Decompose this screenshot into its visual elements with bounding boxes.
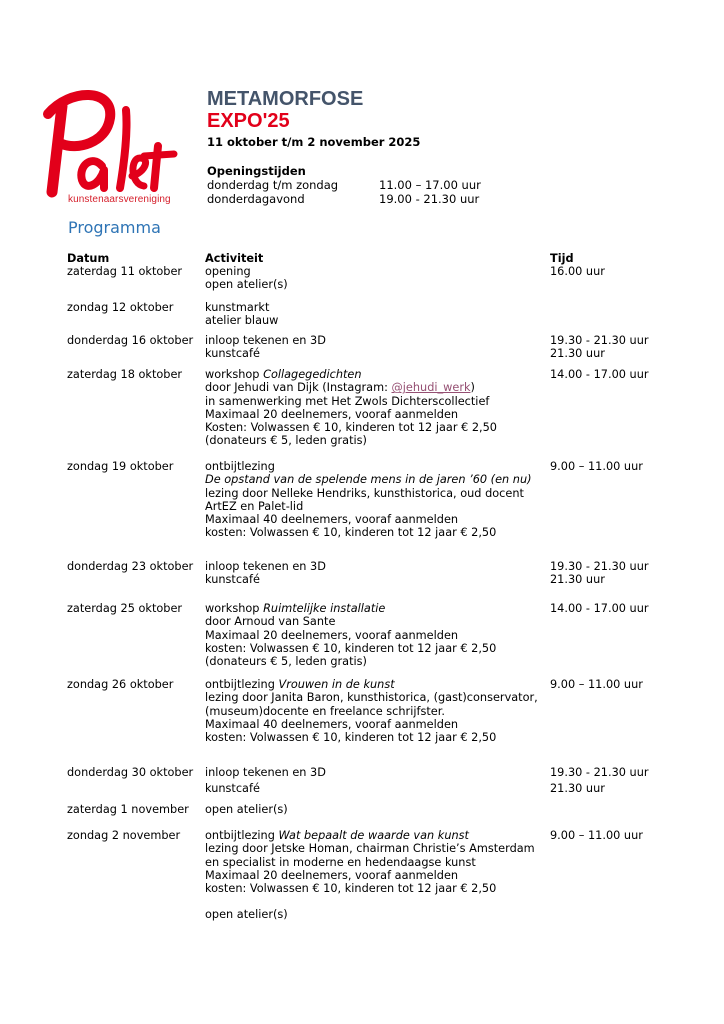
time-line: 9.00 – 11.00 uur (550, 829, 643, 842)
row-date: zondag 26 oktober (67, 678, 174, 691)
time-line: 14.00 - 17.00 uur (550, 602, 649, 615)
row-date: donderdag 30 oktober (67, 766, 194, 779)
activity-line: Maximaal 20 deelnemers, vooraf aanmelden (205, 868, 459, 882)
row-activity (205, 803, 550, 816)
openings-hours: 19.00 - 21.30 uur (379, 192, 480, 206)
header-time: Tijd (550, 252, 574, 265)
activity-line: open atelier(s) (205, 803, 288, 816)
activity-line: ontbijtlezing (205, 460, 275, 473)
row-activity (205, 368, 550, 448)
activity-line: (donateurs € 5, leden gratis) (205, 655, 367, 669)
activity-line: ArtEZ en Palet-lid (205, 499, 304, 513)
activity-line: Kosten: Volwassen € 10, kinderen tot 12 jaar € 2,50 (205, 421, 497, 435)
row-time (550, 334, 687, 361)
activity-title: Collagegedichten (263, 368, 362, 381)
row-date: zondag 19 oktober (67, 460, 174, 473)
activity-line: inloop tekenen en 3D (205, 334, 326, 347)
row-time (550, 460, 687, 473)
row-date: zondag 12 oktober (67, 301, 174, 314)
time-line: 19.30 - 21.30 uur (550, 334, 649, 347)
row-date: donderdag 16 oktober (67, 334, 194, 347)
activity-line: inloop tekenen en 3D (205, 766, 326, 779)
activity-prefix: workshop (205, 368, 264, 381)
activity-line: kunstmarkt (205, 301, 270, 314)
activity-line: in samenwerking met Het Zwols Dichterscollectief (205, 394, 490, 408)
activity-line: Maximaal 40 deelnemers, vooraf aanmelden (205, 513, 459, 527)
row-date: donderdag 23 oktober (67, 560, 194, 573)
time-line: 21.30 uur (550, 347, 605, 361)
row-time (550, 368, 687, 381)
openings-heading: Openingstijden (207, 164, 306, 178)
openings-hours: 11.00 – 17.00 uur (379, 178, 481, 192)
row-date: zaterdag 1 november (67, 803, 189, 816)
openings-days: donderdag t/m zondag (207, 178, 339, 192)
activity-line: (museum)docente en freelance schrijfster. (205, 704, 445, 718)
row-time (550, 766, 687, 796)
activity-line: open atelier(s) (205, 278, 288, 292)
section-title: Programma (68, 218, 161, 237)
row-activity (205, 265, 550, 292)
activity-line: door Arnoud van Sante (205, 615, 336, 629)
activity-title: Ruimtelijke installatie (263, 602, 386, 615)
activity-line: kosten: Volwassen € 10, kinderen tot 12 jaar € 2,50 (205, 731, 497, 745)
openings-days: donderdagavond (207, 192, 305, 206)
activity-line: inloop tekenen en 3D (205, 560, 326, 573)
openings-row (207, 178, 481, 192)
row-time (550, 678, 687, 691)
header-date: Datum (67, 252, 110, 265)
row-activity (205, 560, 550, 587)
activity-title: Vrouwen in de kunst (278, 678, 395, 691)
event-subtitle: EXPO'25 (207, 110, 290, 132)
time-line: 21.30 uur (550, 573, 605, 587)
activity-line: (donateurs € 5, leden gratis) (205, 434, 367, 448)
activity-line: open atelier(s) (205, 908, 288, 922)
activity-line (205, 381, 550, 394)
row-time (550, 829, 687, 842)
row-time (550, 265, 687, 278)
row-date: zondag 2 november (67, 829, 181, 842)
row-date: zaterdag 11 oktober (67, 265, 183, 278)
header (207, 88, 481, 206)
instagram-link[interactable]: @jehudi_werk (391, 381, 471, 395)
activity-line: lezing door Janita Baron, kunsthistorica, (gast)conservator, (205, 691, 538, 705)
row-activity (205, 678, 550, 744)
time-line: 9.00 – 11.00 uur (550, 460, 643, 473)
header-activity: Activiteit (205, 252, 264, 265)
event-title: METAMORFOSE (207, 88, 364, 110)
activity-line: atelier blauw (205, 314, 279, 328)
activity-prefix: ontbijtlezing (205, 829, 279, 842)
row-activity (205, 334, 550, 361)
activity-line: lezing door Nelleke Hendriks, kunsthistorica, oud docent (205, 486, 524, 500)
time-line: 14.00 - 17.00 uur (550, 368, 649, 381)
activity-line: kosten: Volwassen € 10, kinderen tot 12 jaar € 2,50 (205, 641, 497, 655)
activity-title: De opstand van de spelende mens in de jaren ’60 (en nu) (205, 473, 532, 487)
row-date: zaterdag 18 oktober (67, 368, 183, 381)
activity-line: en specialist in moderne en hedendaagse kunst (205, 855, 476, 869)
activity-line (205, 678, 550, 691)
row-activity (205, 301, 550, 328)
time-line: 9.00 – 11.00 uur (550, 678, 643, 691)
row-activity (205, 602, 550, 668)
activity-title: Wat bepaalt de waarde van kunst (278, 829, 469, 842)
activity-line: kunstcafé (205, 573, 260, 587)
activity-line: kosten: Volwassen € 10, kinderen tot 12 jaar € 2,50 (205, 882, 497, 896)
row-time (550, 560, 687, 587)
logo-subtitle: kunstenaarsvereniging (68, 194, 171, 205)
time-line: 16.00 uur (550, 265, 605, 278)
activity-line: kunstcafé (205, 347, 260, 361)
activity-line: Maximaal 20 deelnemers, vooraf aanmelden (205, 628, 459, 642)
activity-line: lezing door Jetske Homan, chairman Christie’s Amsterdam (205, 842, 535, 856)
activity-line (205, 829, 550, 842)
activity-line (205, 602, 550, 615)
palet-logo (40, 84, 180, 208)
activity-line: opening (205, 265, 251, 278)
row-activity (205, 829, 550, 922)
activity-prefix: workshop (205, 602, 264, 615)
row-activity (205, 460, 550, 540)
activity-line: kosten: Volwassen € 10, kinderen tot 12 jaar € 2,50 (205, 526, 497, 540)
time-line: 21.30 uur (550, 782, 605, 796)
event-dates: 11 oktober t/m 2 november 2025 (207, 135, 421, 149)
row-activity (205, 766, 550, 796)
row-date: zaterdag 25 oktober (67, 602, 183, 615)
time-line: 19.30 - 21.30 uur (550, 560, 649, 573)
activity-line: kunstcafé (205, 782, 260, 796)
activity-text: ) (470, 381, 475, 395)
activity-line (205, 368, 550, 381)
activity-text: door Jehudi van Dijk (Instagram: (205, 381, 392, 395)
activity-line: Maximaal 40 deelnemers, vooraf aanmelden (205, 717, 459, 731)
activity-line: Maximaal 20 deelnemers, vooraf aanmelden (205, 407, 459, 421)
activity-prefix: ontbijtlezing (205, 678, 279, 691)
row-time (550, 602, 687, 615)
openings-row (207, 192, 481, 206)
time-line: 19.30 - 21.30 uur (550, 766, 649, 779)
